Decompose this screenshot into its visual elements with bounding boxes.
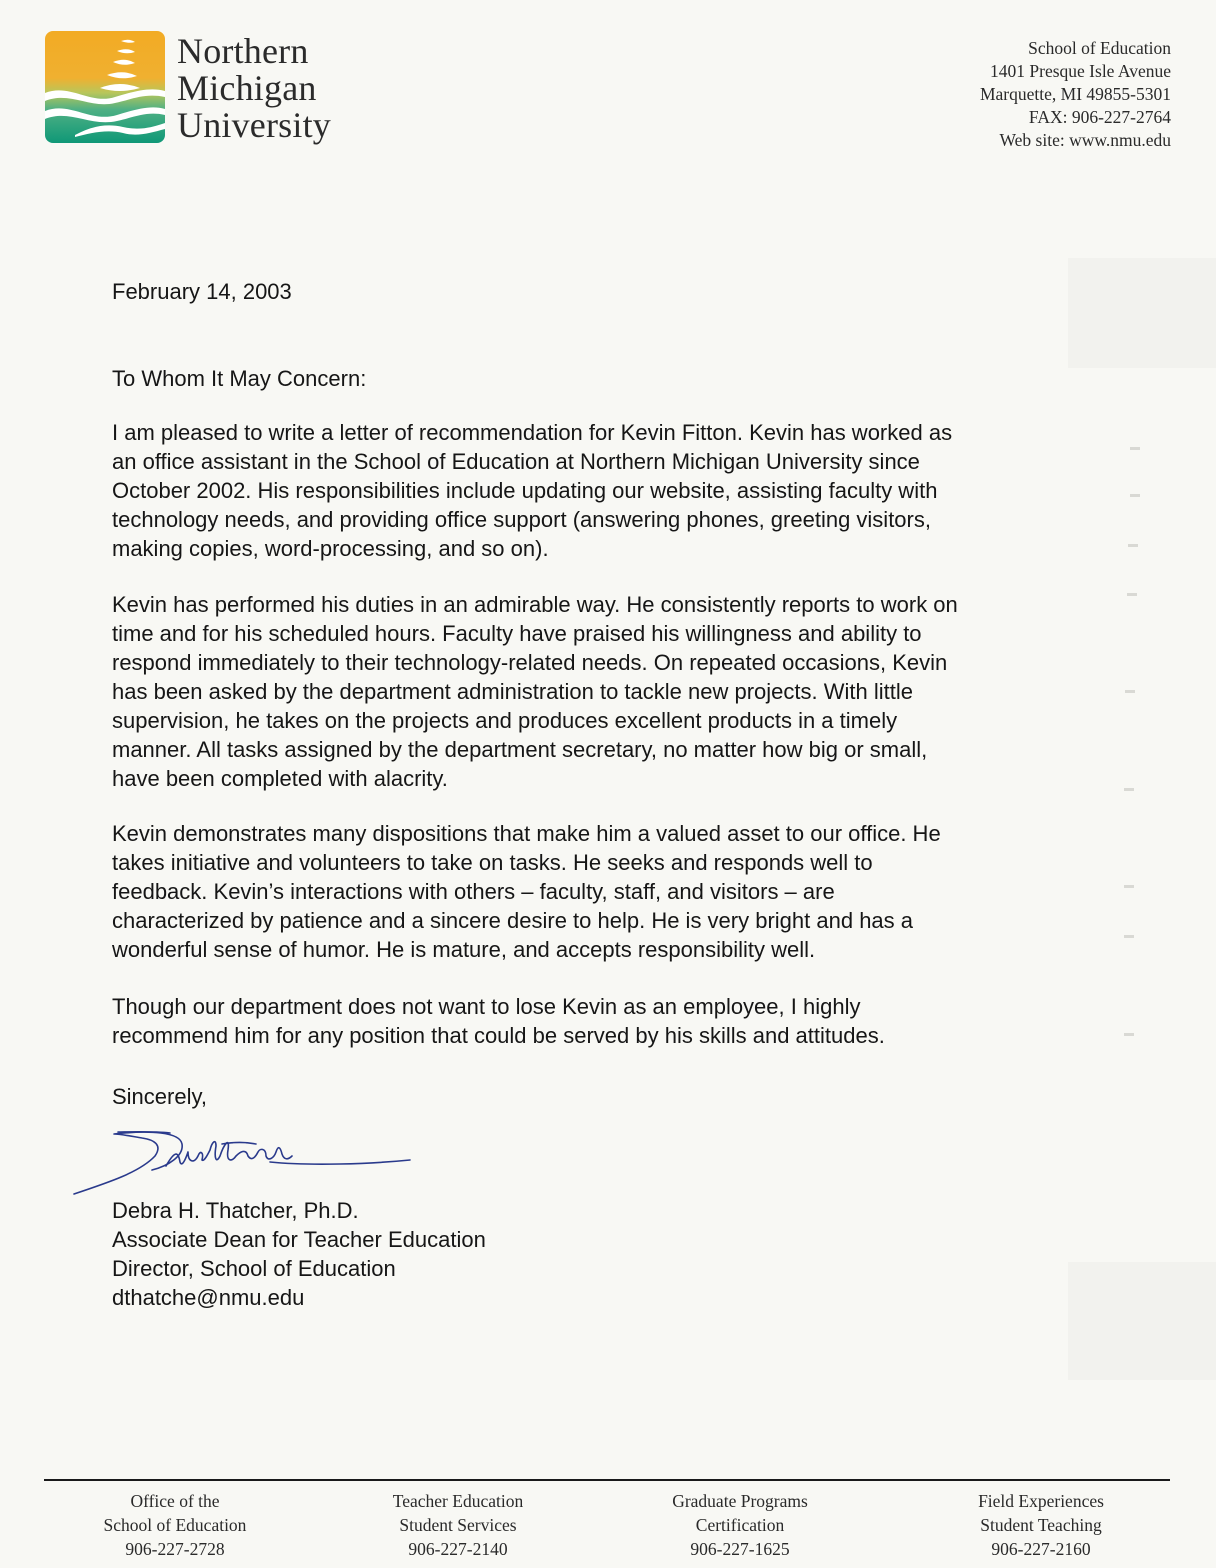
scan-mark [1128, 544, 1138, 547]
footer-line: Graduate Programs [672, 1491, 808, 1511]
address-website: Web site: www.nmu.edu [999, 130, 1171, 150]
paragraph-line: manner. All tasks assigned by the department secretary, no matter how big or small, [112, 737, 928, 762]
paragraph-4 [112, 992, 885, 1050]
paragraph-line: I am pleased to write a letter of recommendation for Kevin Fitton. Kevin has worked as [112, 420, 953, 445]
handwritten-signature [70, 1122, 420, 1202]
address-fax: FAX: 906-227-2764 [1028, 107, 1171, 127]
paragraph-line: respond immediately to their technology-related needs. On repeated occasions, Kevin [112, 650, 948, 675]
logo-text-line: University [177, 105, 331, 145]
logo-text-line: Michigan [177, 68, 317, 108]
paragraph-line: feedback. Kevin’s interactions with others – faculty, staff, and visitors – are [112, 879, 835, 904]
footer-phone: 906-227-2160 [991, 1539, 1091, 1559]
paragraph-1 [112, 418, 952, 563]
university-name-logo [177, 33, 331, 144]
paragraph-line: wonderful sense of humor. He is mature, and accepts responsibility well. [112, 937, 816, 962]
scan-smudge [1068, 258, 1216, 368]
footer-phone: 906-227-1625 [690, 1539, 790, 1559]
signer-email: dthatche@nmu.edu [112, 1285, 305, 1310]
paragraph-2 [112, 590, 958, 793]
scan-smudge [1068, 1262, 1216, 1380]
scan-mark [1127, 593, 1137, 596]
paragraph-line: making copies, word-processing, and so on). [112, 536, 549, 561]
footer-office [60, 1489, 290, 1561]
paragraph-line: October 2002. His responsibilities include updating our website, assisting faculty with [112, 478, 938, 503]
paragraph-line: supervision, he takes on the projects and produces excellent products in a timely [112, 708, 898, 733]
scan-mark [1124, 885, 1134, 888]
paragraph-line: Kevin has performed his duties in an admirable way. He consistently reports to work on [112, 592, 958, 617]
paragraph-line: takes initiative and volunteers to take on tasks. He seeks and responds well to [112, 850, 873, 875]
scan-mark [1130, 447, 1140, 450]
paragraph-3 [112, 819, 941, 964]
footer-phone: 906-227-2140 [408, 1539, 508, 1559]
paragraph-line: have been completed with alacrity. [112, 766, 448, 791]
footer-line: Certification [695, 1515, 785, 1535]
paragraph-line: has been asked by the department administration to tackle new projects. With little [112, 679, 913, 704]
letterhead-address [980, 37, 1171, 152]
footer-divider [44, 1479, 1170, 1481]
footer-line: Field Experiences [978, 1491, 1104, 1511]
university-logo-icon [45, 31, 165, 143]
address-street: 1401 Presque Isle Avenue [990, 61, 1171, 81]
signer-title: Associate Dean for Teacher Education [112, 1227, 486, 1252]
scan-mark [1130, 494, 1140, 497]
paragraph-line: characterized by patience and a sincere desire to help. He is very bright and has a [112, 908, 914, 933]
address-city: Marquette, MI 49855-5301 [979, 84, 1171, 104]
letter-closing: Sincerely, [112, 1084, 207, 1109]
footer-phone: 906-227-2728 [125, 1539, 225, 1559]
footer-line: Office of the [130, 1491, 220, 1511]
signer-name: Debra H. Thatcher, Ph.D. [112, 1198, 359, 1223]
scan-mark [1125, 690, 1135, 693]
paragraph-line: technology needs, and providing office support (answering phones, greeting visitors, [112, 507, 931, 532]
scan-mark [1124, 935, 1134, 938]
footer-line: Student Services [399, 1515, 517, 1535]
paragraph-line: time and for his scheduled hours. Faculty have praised his willingness and ability to [112, 621, 922, 646]
paragraph-line: Though our department does not want to lose Kevin as an employee, I highly [112, 994, 861, 1019]
footer-graduate-programs [625, 1489, 855, 1561]
address-department: School of Education [1028, 38, 1171, 58]
footer-line: Student Teaching [980, 1515, 1102, 1535]
signer-block [112, 1196, 486, 1312]
footer-teacher-education [343, 1489, 573, 1561]
footer-line: Teacher Education [392, 1491, 524, 1511]
letter-salutation: To Whom It May Concern: [112, 366, 367, 391]
paragraph-line: Kevin demonstrates many dispositions that make him a valued asset to our office. He [112, 821, 941, 846]
logo-text-line: Northern [177, 31, 309, 71]
letter-date: February 14, 2003 [112, 279, 292, 304]
paragraph-line: recommend him for any position that could be served by his skills and attitudes. [112, 1023, 885, 1048]
signer-role: Director, School of Education [112, 1256, 396, 1281]
scan-mark [1124, 788, 1134, 791]
footer-line: School of Education [103, 1515, 247, 1535]
paragraph-line: an office assistant in the School of Education at Northern Michigan University since [112, 449, 920, 474]
scan-mark [1124, 1033, 1134, 1036]
footer-field-experiences [926, 1489, 1156, 1561]
